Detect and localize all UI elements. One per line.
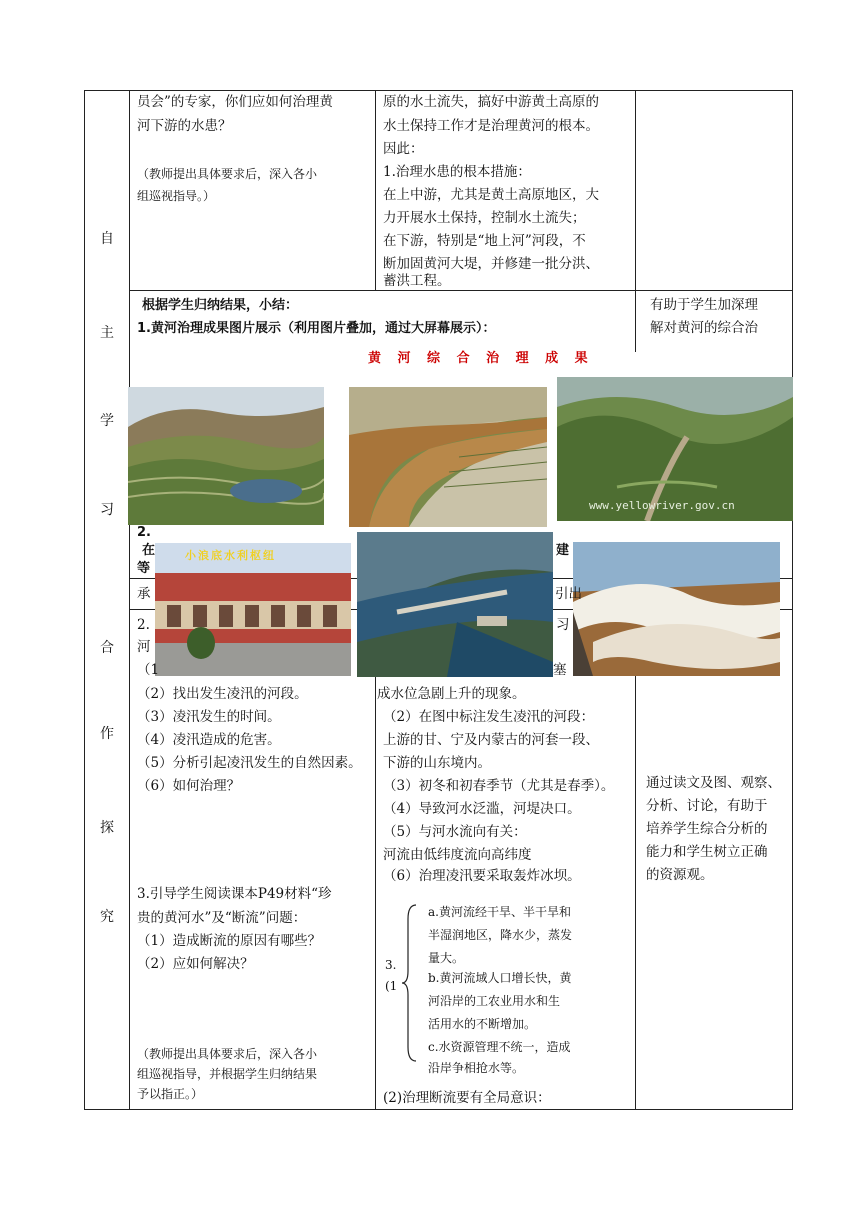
question-line: 贵的黄河水”及“断流”问题： (137, 910, 307, 926)
cause-line: 河沿岸的工农业用水和生 (428, 994, 561, 1008)
photo-watermark: www.yellowriver.gov.cn (589, 499, 735, 512)
table-border-left (84, 90, 85, 1110)
purpose-line: 培养学生综合分析的 (646, 821, 768, 837)
row-divider-1 (129, 290, 793, 291)
column-divider-3c (635, 609, 636, 1109)
answer-line: (2)治理断流要有全局意识： (383, 1090, 551, 1106)
paragraph-line: 原的水土流失，搞好中游黄土高原的 (383, 94, 599, 110)
question-line: （1 (137, 662, 160, 678)
section-char: 作 (100, 726, 114, 742)
paragraph-line: 在下游，特别是“地上河”河段，不 (383, 233, 586, 249)
section-char: 自 (100, 231, 114, 247)
cause-line: a.黄河流经干旱、半干旱和 (428, 905, 571, 919)
answer-line: （4）导致河水泛滥，河堤决口。 (383, 801, 581, 817)
teacher-note-line: （教师提出具体要求后，深入各小 (137, 167, 318, 181)
cause-line: 半湿润地区，降水少，蒸发 (428, 928, 573, 942)
answer-number: (1 (385, 979, 398, 993)
answer-line: （5）与河水流向有关： (383, 824, 527, 840)
dam-building-photo (155, 543, 351, 676)
paragraph-line: 1.治理水患的根本措施： (383, 164, 531, 180)
answer-line: （3）初冬和初春季节（尤其是春季）。 (383, 778, 615, 794)
cause-line: 活用水的不断增加。 (428, 1017, 537, 1031)
answer-line: 河流由低纬度流向高纬度 (383, 847, 532, 863)
question-partial: 2. (137, 617, 150, 633)
section-char: 合 (100, 640, 114, 656)
column-divider-2a (375, 90, 376, 290)
paragraph-line: 河下游的水患？ (137, 118, 232, 134)
paragraph-line: 断加固黄河大堤，并修建一批分洪、 (383, 256, 599, 272)
terrace-landscape-photo (128, 387, 324, 525)
teacher-note-line: 予以指正。） (137, 1087, 204, 1101)
question-line: （6）如何治理？ (137, 778, 241, 794)
curly-brace-icon (402, 903, 418, 1063)
question-line: （5）分析引起凌汛发生的自然因素。 (137, 755, 362, 771)
answer-partial: 塞 (553, 662, 567, 678)
purpose-line: 能力和学生树立正确 (646, 844, 768, 860)
cause-line: c.水资源管理不统一，造成 (428, 1040, 571, 1054)
summary-partial-text: 在 (142, 543, 156, 558)
section-char: 究 (100, 909, 114, 925)
question-line: （4）凌汛造成的危害。 (137, 732, 281, 748)
section-char: 主 (100, 325, 114, 341)
cause-line: 量大。 (428, 951, 465, 965)
green-valley-photo (557, 377, 793, 521)
question-line: 3.引导学生阅读课本P49材料“珍 (137, 886, 332, 902)
paragraph-line: 员会”的专家，你们应如何治理黄 (137, 94, 333, 110)
teacher-note-line: （教师提出具体要求后，深入各小 (137, 1047, 318, 1061)
question-line: （1）造成断流的原因有哪些？ (137, 933, 322, 949)
paragraph-line: 蓄洪工程。 (383, 273, 451, 289)
water-discharge-photo (573, 542, 780, 676)
table-border-bottom (84, 1109, 793, 1110)
question-line: （3）凌汛发生的时间。 (137, 709, 281, 725)
summary-item-1: 1.黄河治理成果图片展示（利用图片叠加，通过大屏幕展示）： (137, 321, 496, 336)
answer-line: 成水位急剧上升的现象。 (377, 686, 526, 702)
building-sign: 小浪底水利枢纽 (185, 549, 276, 562)
table-border-top (84, 90, 793, 91)
answer-number: 3. (385, 958, 397, 972)
section-char: 学 (100, 413, 114, 429)
paragraph-line: 水土保持工作才是治理黄河的根本。 (383, 118, 599, 134)
row-partial-text: 承 (137, 586, 151, 602)
answer-line: （2）在图中标注发生凌汛的河段： (383, 709, 595, 725)
teacher-note-line: 组巡视指导。） (137, 189, 216, 203)
purpose-line: 的资源观。 (646, 867, 714, 883)
paragraph-line: 力开展水土保持，控制水土流失； (383, 210, 586, 226)
summary-note-line: 解对黄河的综合治 (650, 320, 758, 336)
photo-banner-title: 黄 河 综 合 治 理 成 果 (368, 351, 594, 366)
cause-line: 沿岸争相抢水等。 (428, 1061, 525, 1075)
answer-partial: 习 (556, 617, 570, 633)
teacher-note-line: 组巡视指导，并根据学生归纳结果 (137, 1067, 318, 1081)
paragraph-line: 因此： (383, 141, 424, 157)
summary-heading: 根据学生归纳结果，小结： (142, 298, 299, 313)
paragraph-line: 在上中游，尤其是黄土高原地区，大 (383, 187, 599, 203)
summary-item-2-partial: 2. (137, 525, 151, 540)
column-divider-2b (375, 609, 376, 1109)
column-divider-1 (129, 90, 130, 1110)
answer-line: 下游的山东境内。 (383, 755, 491, 771)
river-aerial-photo (349, 387, 547, 527)
section-char: 探 (100, 820, 114, 836)
answer-line: 上游的甘、宁及内蒙古的河套一段、 (383, 732, 599, 748)
question-partial: 河 (137, 639, 151, 655)
purpose-line: 通过读文及图、观察、 (646, 775, 781, 791)
purpose-line: 分析、讨论，有助于 (646, 798, 768, 814)
column-divider-3a (635, 90, 636, 290)
row-partial-text: 引出 (555, 586, 582, 602)
question-line: （2）应如何解决？ (137, 956, 254, 972)
section-char: 习 (100, 502, 114, 518)
cause-line: b.黄河流域人口增长快，黄 (428, 971, 572, 985)
column-divider-3b (635, 290, 636, 352)
summary-note-line: 有助于学生加深理 (650, 297, 758, 313)
summary-partial-text: 建 (556, 543, 570, 558)
question-line: （2）找出发生凌汛的河段。 (137, 686, 308, 702)
table-border-right (792, 90, 793, 1110)
summary-partial-text: 等 (137, 561, 151, 576)
answer-line: （6）治理凌汛要采取轰炸冰坝。 (383, 868, 581, 884)
reservoir-dam-photo (357, 532, 553, 677)
